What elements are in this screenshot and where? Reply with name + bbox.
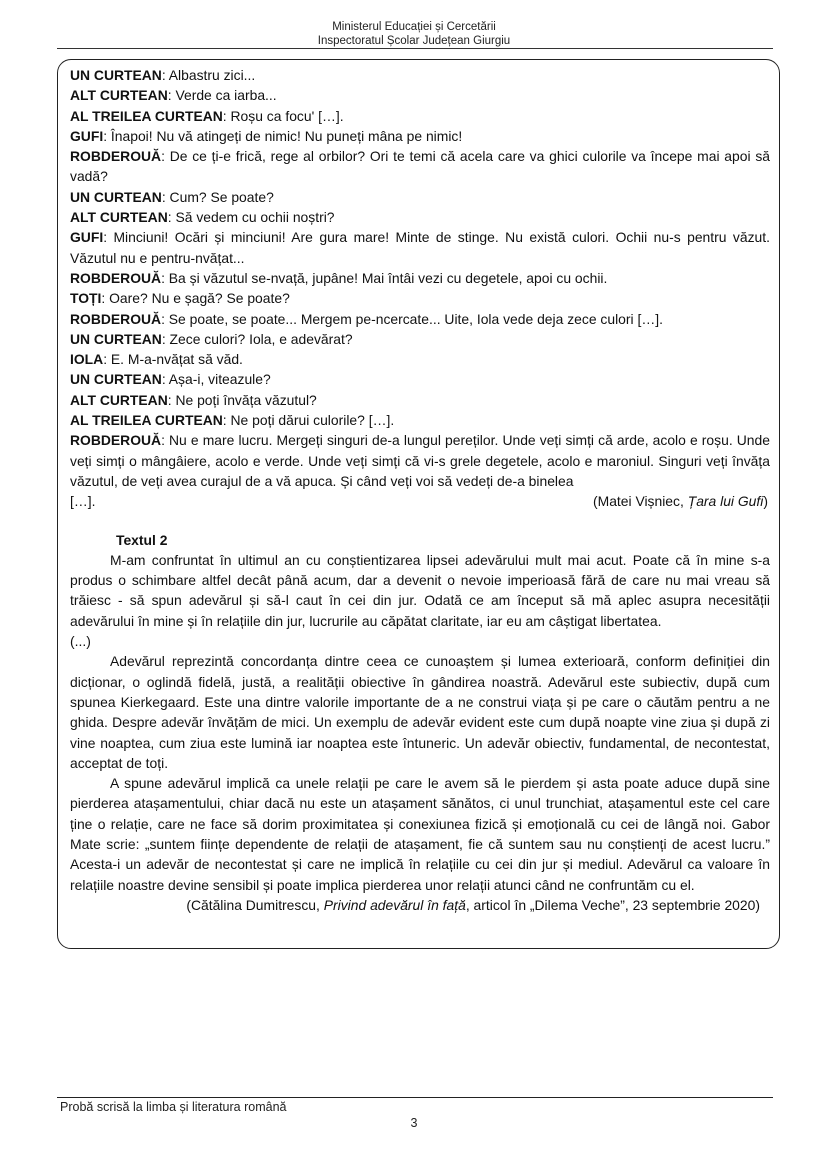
dialogue-line (70, 106, 770, 126)
dialogue-text: : E. M-a-nvățat să văd. (103, 351, 243, 368)
speaker-name: UN CURTEAN (70, 67, 162, 83)
dialogue-line (70, 349, 770, 369)
dialogue-line (70, 146, 770, 187)
speaker-name: UN CURTEAN (70, 371, 162, 388)
dialogue-text: : De ce ți-e frică, rege al orbilor? Ori te temi că acela care va ghici culorile va începe mai apoi să vadă? (70, 148, 770, 185)
dialogue-line (70, 65, 770, 85)
dialogue-text: : Cum? Se poate? (161, 188, 274, 205)
speaker-name: ROBDEROUĂ (70, 310, 162, 327)
source2-title: Privind adevărul în față (323, 896, 466, 913)
dialogue-line (70, 85, 770, 105)
speaker-name: ALT CURTEAN (70, 391, 168, 408)
dialogue-block (70, 65, 770, 491)
dialogue-line (70, 410, 770, 430)
dialogue-text: : Să vedem cu ochii noștri? (167, 209, 335, 226)
speaker-name: ALT CURTEAN (70, 209, 168, 226)
dialogue-text: : Ne poți dărui culorile? […]. (222, 412, 395, 429)
speaker-name: IOLA (70, 351, 104, 368)
source2-close: , articol în „Dilema Veche”, 23 septembrie 2020) (465, 896, 760, 913)
text2-title: Textul 2 (116, 531, 168, 548)
speaker-name: ROBDEROUĂ (70, 148, 162, 165)
dialogue-line (70, 227, 770, 268)
dialogue-line (70, 268, 770, 288)
footer-exam-name: Probă scrisă la limba și literatura română (60, 1100, 287, 1114)
dialogue-line (70, 126, 770, 146)
dialogue-ellipsis: […]. (70, 493, 96, 510)
dialogue-text: : Nu e mare lucru. Mergeți singuri de-a lungul pereților. Unde veți simți că arde, acolo e roșu. Unde veți simți o mângâiere, acolo e verde. Unde veți simți că vi-s grele degetele, acolo e maroniul. Singuri veți învăța văzutul, de veți avea curajul de a vă apuca. Și când veți voi să vedeți de-a binelea (70, 432, 770, 489)
dialogue-text: : Înapoi! Nu vă atingeți de nimic! Nu puneți mâna pe nimic! (103, 127, 463, 144)
text2-ellipsis: (...) (70, 633, 91, 650)
dialogue-text: : Verde ca iarba... (167, 87, 277, 104)
speaker-name: TOȚI (70, 290, 102, 307)
source2-author: (Cătălina Dumitrescu, (186, 896, 324, 913)
dialogue-line (70, 430, 770, 491)
header-inspectorate: Inspectoratul Școlar Județean Giurgiu (317, 35, 511, 47)
source1-title: Țara lui Gufi (687, 493, 764, 510)
dialogue-text: : Ne poți învăța văzutul? (167, 391, 317, 408)
speaker-name: GUFI (70, 229, 104, 246)
text2-paragraph-1: M-am confruntat în ultimul an cu conștientizarea lipsei adevărului mult mai acut. Poate că în mine s-a produs o schimbare altfel decât până acum, dar a devenit o nevoie imperioasă fără de care nu mai vreau să trăiesc - să spun adevărul și să-l caut în cei din jur. Odată ce am început să mă aplec asupra necesității adevărului în mine și în relațiile din jur, lucrurile au căpătat claritate, iar eu am câștigat libertatea. (70, 551, 770, 629)
document-body (70, 65, 770, 915)
dialogue-line (70, 288, 770, 308)
dialogue-text: : Albastru zici... (161, 67, 256, 83)
header-ministry: Ministerul Educației și Cercetării (332, 21, 496, 33)
text1-source-row (70, 491, 770, 511)
speaker-name: ROBDEROUĂ (70, 432, 162, 449)
dialogue-text: : Oare? Nu e șagă? Se poate? (101, 290, 290, 307)
speaker-name: AL TREILEA CURTEAN (70, 107, 223, 124)
dialogue-line (70, 390, 770, 410)
source1-close: ) (763, 493, 768, 510)
speaker-name: AL TREILEA CURTEAN (70, 412, 223, 429)
dialogue-line (70, 329, 770, 349)
dialogue-text: : Se poate, se poate... Mergem pe-ncercate... Uite, Iola vede deja zece culori […]. (161, 310, 663, 327)
source1-author: (Matei Vișniec, (593, 493, 688, 510)
text2-source (70, 895, 770, 915)
speaker-name: UN CURTEAN (70, 330, 162, 347)
dialogue-text: : Așa-i, viteazule? (161, 371, 271, 388)
footer-divider (57, 1097, 773, 1098)
dialogue-text: : Roșu ca focu' […]. (222, 107, 344, 124)
page-header (0, 20, 828, 48)
header-divider (57, 48, 773, 49)
speaker-name: ROBDEROUĂ (70, 269, 162, 286)
dialogue-text: : Zece culori? Iola, e adevărat? (161, 330, 353, 347)
page-number: 3 (410, 1116, 418, 1130)
text2-paragraph-3: A spune adevărul implică ca unele relații pe care le avem să le pierdem și asta poate aduce după sine pierderea atașamentului, chiar dacă nu este un atașament sănătos, ci unul trunchiat, atașamentul este cel care ține o relație, care ne face să dorim proximitatea și conexiunea fizică și emoțională cu cei de lângă noi. Gabor Mate scrie: „suntem ființe dependente de relații de atașament, fie că suntem sau nu conștienți de acest lucru.” Acesta-i un adevăr de necontestat și care ne implică în relațiile cu cei din jur și mediul. Adevărul ca valoare în relațiile noastre devine sensibil și poate implica pierderea unor relații atunci când ne confruntăm cu el. (70, 775, 770, 893)
dialogue-line (70, 187, 770, 207)
text2-paragraph-2: Adevărul reprezintă concordanța dintre ceea ce cunoaștem și lumea exterioară, conform definiției din dicționar, o oglindă fidelă, justă, a realității obiective în gândirea noastră. Adevărul este subiectiv, după cum spunea Kierkegaard. Este una dintre valorile importante de a ne construi viața și pe care o căutăm pentru a ne ghida. Despre adevăr învățăm de mici. Un exemplu de adevăr evident este cum după noapte vine ziua și după zi vine noaptea, cum ziua este lumină iar noaptea este întuneric. Un adevăr obiectiv, fundamental, de necontestat, acceptat de toți. (70, 653, 770, 771)
dialogue-line (70, 369, 770, 389)
dialogue-text: : Ba și văzutul se-nvață, jupâne! Mai întâi vezi cu degetele, apoi cu ochii. (161, 269, 608, 286)
dialogue-line (70, 207, 770, 227)
dialogue-line (70, 309, 770, 329)
speaker-name: GUFI (70, 127, 104, 144)
speaker-name: ALT CURTEAN (70, 87, 168, 104)
text1-source (593, 491, 768, 511)
dialogue-text: : Minciuni! Ocări și minciuni! Are gura mare! Minte de stinge. Nu există culori. Ochii nu-s pentru văzut. Văzutul nu e pentru-nvățat... (70, 229, 770, 266)
speaker-name: UN CURTEAN (70, 188, 162, 205)
